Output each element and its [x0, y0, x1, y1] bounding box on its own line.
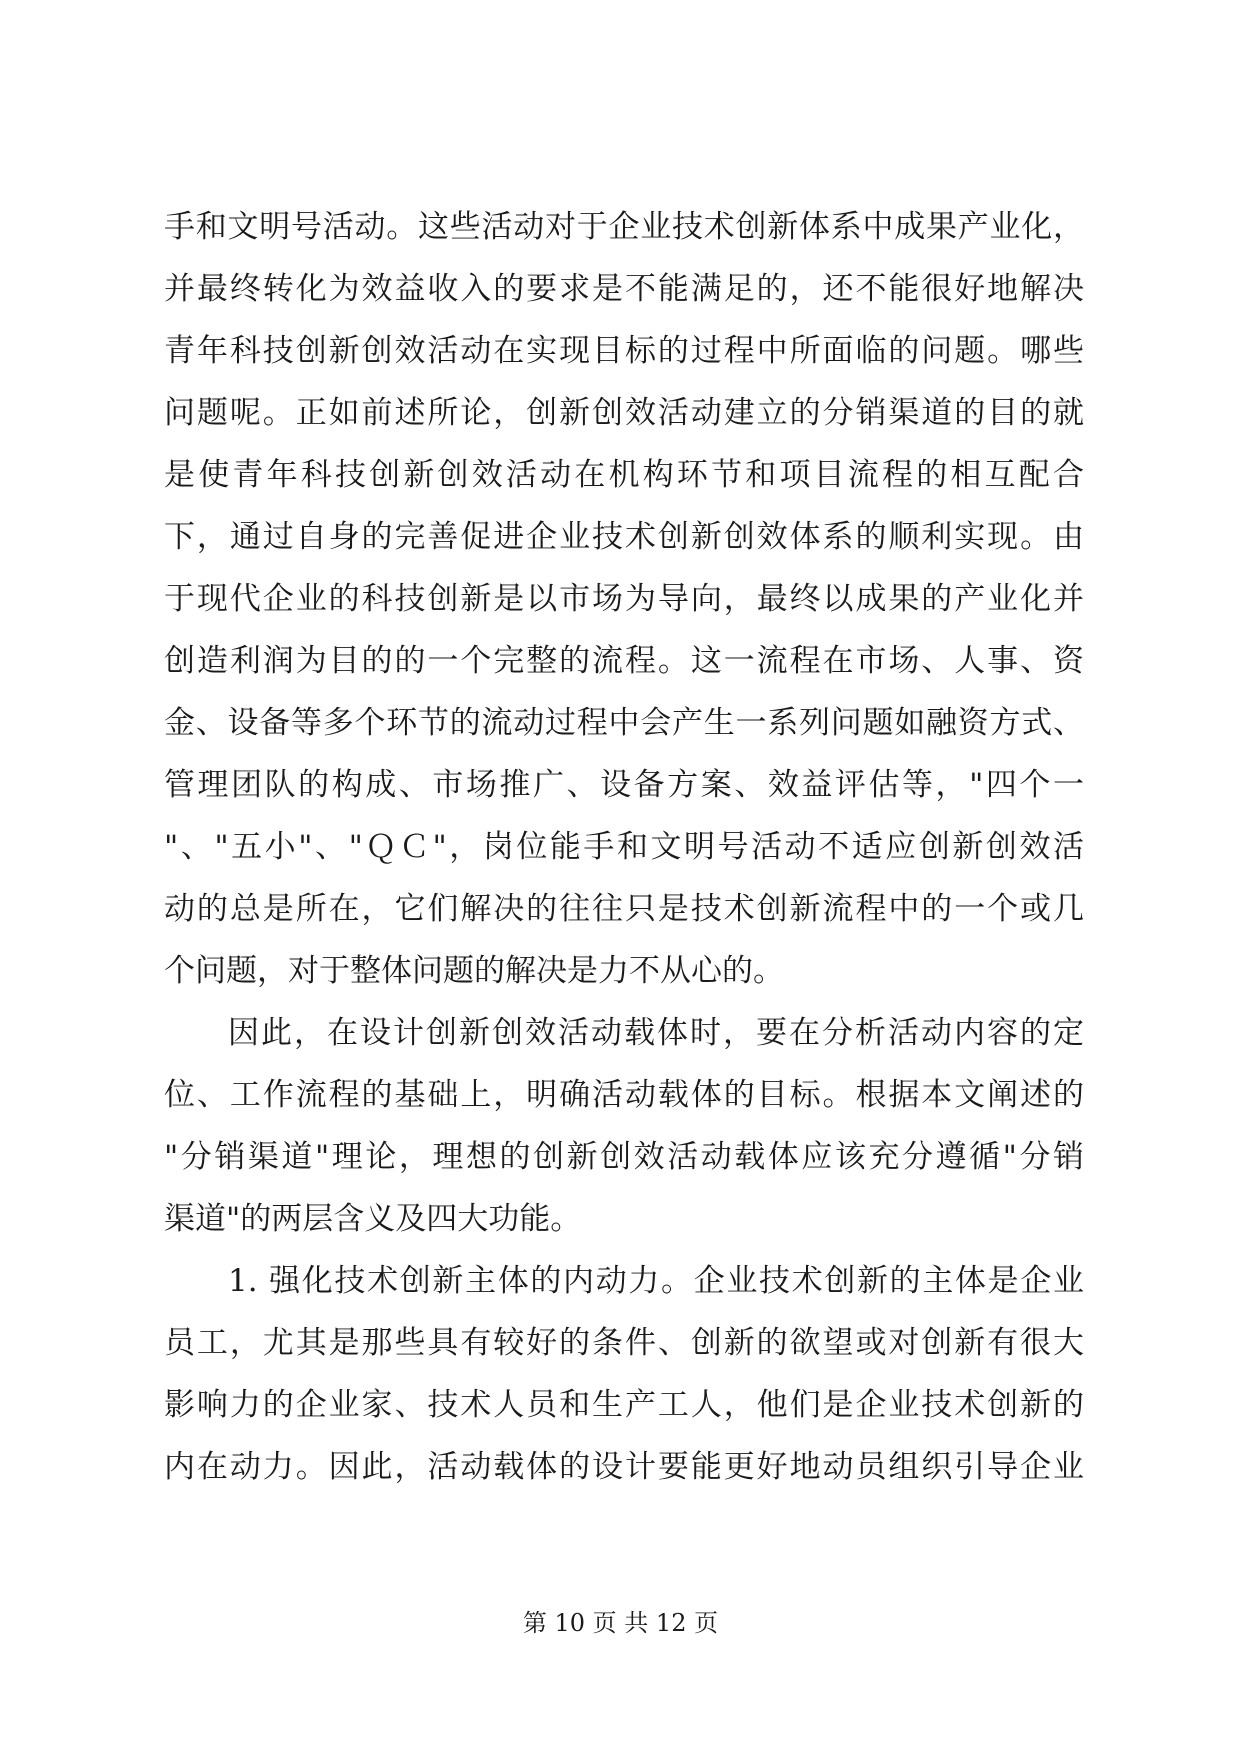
paragraph-first-line: 因此，在设计创新创效活动载体时，要在分析活动内容的定 — [228, 1015, 1084, 1051]
text-line: 动的总是所在，它们解决的往往只是技术创新流程中的一个或几 — [164, 891, 1084, 927]
text-line: 内在动力。因此，活动载体的设计要能更好地动员组织引导企业 — [164, 1449, 1084, 1485]
text-line: 管理团队的构成、市场推广、设备方案、效益评估等，"四个一 — [164, 767, 1084, 803]
text-line: 影响力的企业家、技术人员和生产工人，他们是企业技术创新的 — [164, 1387, 1084, 1423]
page-number-footer: 第 10 页 共 12 页 — [522, 1609, 719, 1637]
text-line: 渠道"的两层含义及四大功能。 — [164, 1201, 582, 1237]
text-line: 创造利润为目的的一个完整的流程。这一流程在市场、人事、资 — [164, 643, 1084, 679]
text-line: 是使青年科技创新创效活动在机构环节和项目流程的相互配合 — [164, 457, 1084, 493]
text-line: 问题呢。正如前述所论，创新创效活动建立的分销渠道的目的就 — [164, 395, 1084, 431]
text-line: 金、设备等多个环节的流动过程中会产生一系列问题如融资方式、 — [164, 705, 1084, 741]
text-line: 个问题，对于整体问题的解决是力不从心的。 — [164, 953, 784, 989]
paragraph-first-line: 1. 强化技术创新主体的内动力。企业技术创新的主体是企业 — [228, 1263, 1084, 1299]
text-line: 手和文明号活动。这些活动对于企业技术创新体系中成果产业化， — [164, 209, 1084, 245]
text-line: 位、工作流程的基础上，明确活动载体的目标。根据本文阐述的 — [164, 1077, 1084, 1113]
text-line: 下，通过自身的完善促进企业技术创新创效体系的顺利实现。由 — [164, 519, 1084, 555]
text-line: 并最终转化为效益收入的要求是不能满足的，还不能很好地解决 — [164, 271, 1084, 307]
text-line: 员工，尤其是那些具有较好的条件、创新的欲望或对创新有很大 — [164, 1325, 1084, 1361]
text-line: 青年科技创新创效活动在实现目标的过程中所面临的问题。哪些 — [164, 333, 1084, 369]
text-line: "、"五小"、"ＱＣ"，岗位能手和文明号活动不适应创新创效活 — [164, 829, 1084, 865]
text-line: "分销渠道"理论，理想的创新创效活动载体应该充分遵循"分销 — [164, 1139, 1084, 1175]
body-text — [164, 196, 1084, 1498]
text-line: 于现代企业的科技创新是以市场为导向，最终以成果的产业化并 — [164, 581, 1084, 617]
